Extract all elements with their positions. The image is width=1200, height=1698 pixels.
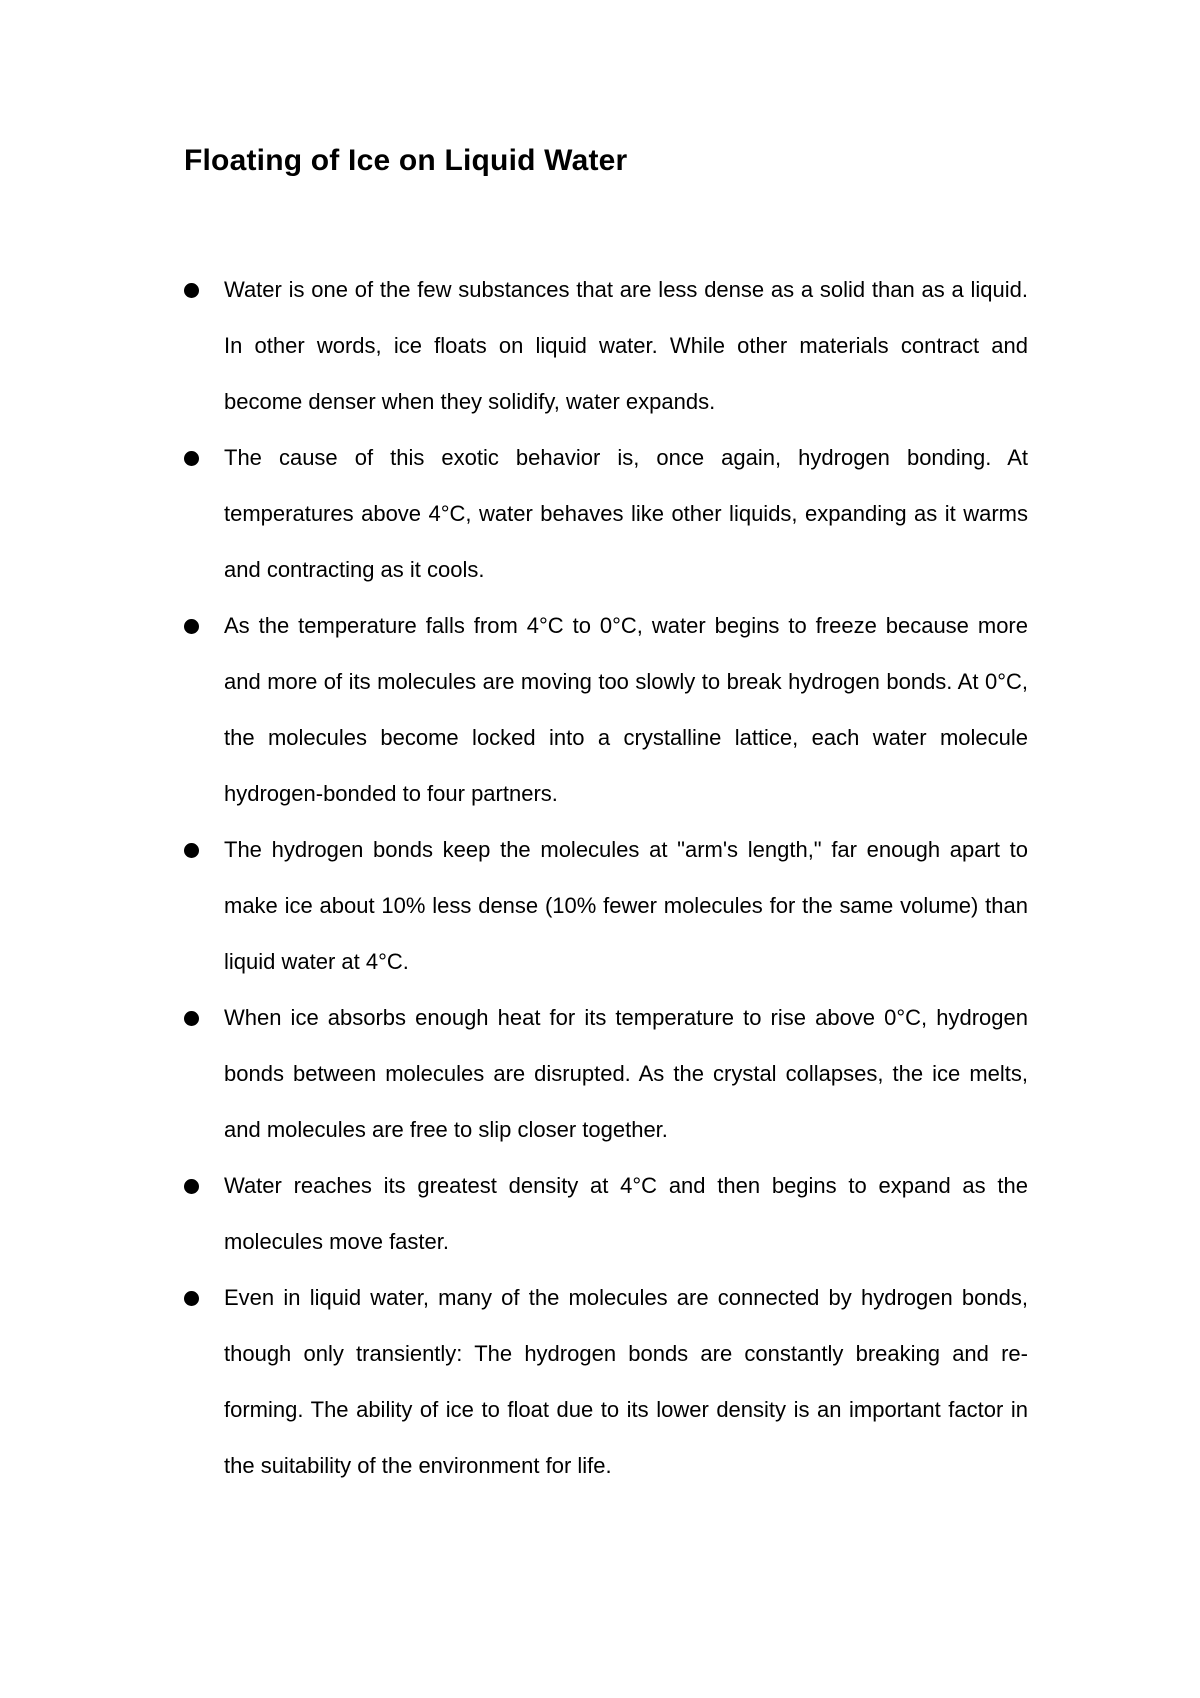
bullet-item <box>183 262 1028 430</box>
bullet-dot-icon <box>184 1179 199 1194</box>
bullet-item <box>183 598 1028 822</box>
bullet-item <box>183 822 1028 990</box>
bullet-text: The cause of this exotic behavior is, once again, hydrogen bonding. At temperatures above 4°C, water behaves like other liquids, expanding as it warms and contracting as it cools. <box>224 445 1028 582</box>
document-title: Floating of Ice on Liquid Water <box>184 144 628 177</box>
bullet-item <box>183 1158 1028 1270</box>
bullet-dot-icon <box>184 1291 199 1306</box>
bullet-item <box>183 990 1028 1158</box>
bullet-dot-icon <box>184 451 199 466</box>
bullet-text: As the temperature falls from 4°C to 0°C, water begins to freeze because more and more of its molecules are moving too slowly to break hydrogen bonds. At 0°C, the molecules become locked into a crystalline lattice, each water molecule hydrogen-bonded to four partners. <box>224 613 1028 806</box>
bullet-dot-icon <box>184 1011 199 1026</box>
bullet-text: Even in liquid water, many of the molecules are connected by hydrogen bonds, though only transiently: The hydrogen bonds are constantly breaking and re-forming. The ability of ice to float due to its lower density is an important factor in the suitability of the environment for life. <box>224 1285 1028 1478</box>
bullet-text: Water reaches its greatest density at 4°C and then begins to expand as the molecules move faster. <box>224 1173 1028 1254</box>
bullet-item <box>183 430 1028 598</box>
bullet-text: Water is one of the few substances that are less dense as a solid than as a liquid. In other words, ice floats on liquid water. While other materials contract and become denser when they solidify, water expands. <box>224 277 1028 414</box>
bullet-dot-icon <box>184 619 199 634</box>
bullet-list <box>183 262 1028 1494</box>
bullet-dot-icon <box>184 283 199 298</box>
bullet-item <box>183 1270 1028 1494</box>
bullet-text: When ice absorbs enough heat for its temperature to rise above 0°C, hydrogen bonds between molecules are disrupted. As the crystal collapses, the ice melts, and molecules are free to slip closer together. <box>224 1005 1028 1142</box>
bullet-dot-icon <box>184 843 199 858</box>
bullet-text: The hydrogen bonds keep the molecules at "arm's length," far enough apart to make ice about 10% less dense (10% fewer molecules for the same volume) than liquid water at 4°C. <box>224 837 1028 974</box>
